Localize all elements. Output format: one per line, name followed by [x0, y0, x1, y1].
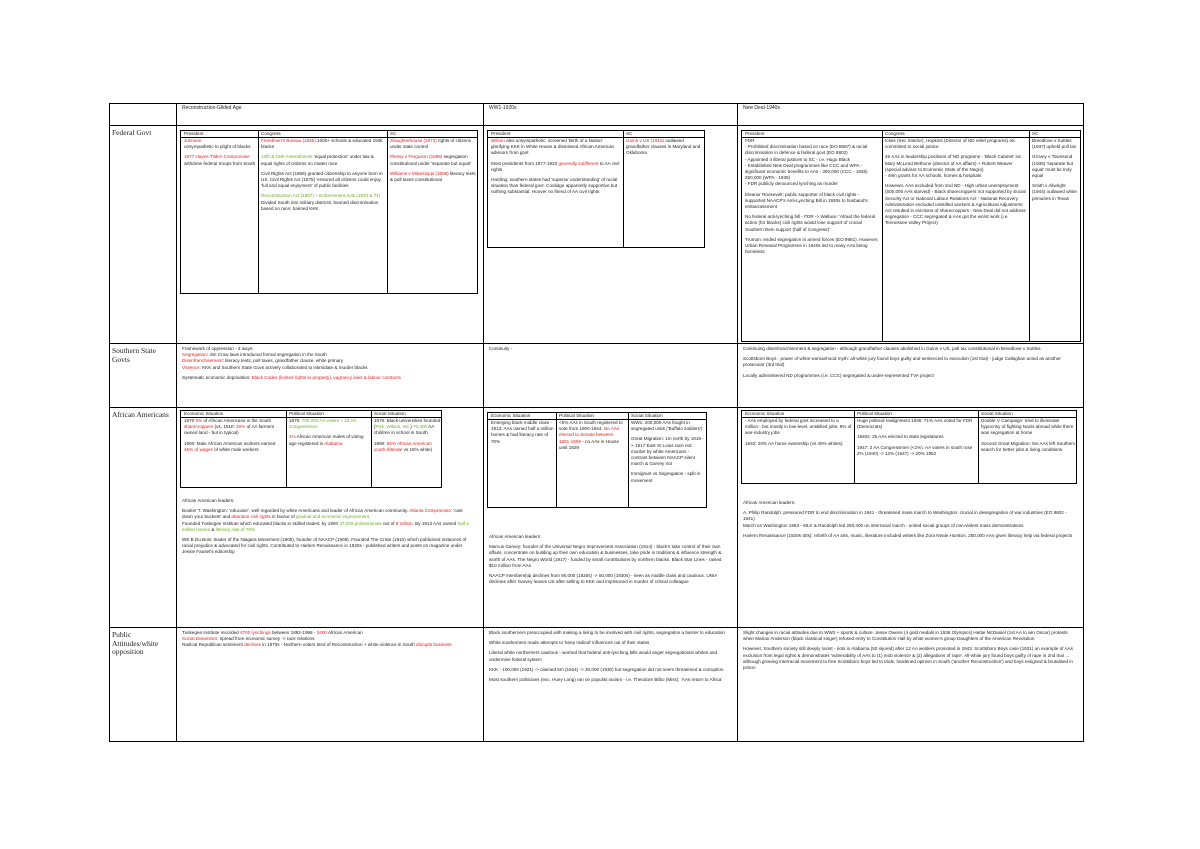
nd-federal-table: [741, 130, 1081, 342]
text: in 1870s - Northern voters tired of Reconstruction + white violence in South: [260, 642, 417, 648]
president-column: [491, 131, 621, 200]
nd-public: [743, 630, 1079, 671]
row-label-public: Public Attitudes/white opposition: [112, 631, 159, 656]
text: Radical Republican sentiment: [182, 642, 245, 648]
wilson: Wilson: [491, 138, 505, 143]
text: 1900: Male African American workers earned: [184, 440, 276, 446]
reconstruction-act: Reconstruction Act (1867) + Enforcement Acts (1870 & 71): [261, 193, 381, 199]
fdr-programmes: - Established New Deal programmes like CCC and WPA - significant economic benefits to AAs - 300,000 (CCC - 1935) 250,000 (WPA - 1939): [745, 162, 868, 181]
ww1-public: [489, 630, 729, 683]
double-v: Double V Campaign: tried to illuminate hypocrisy of fighting Nazis abroad while there was segregation at home: [981, 418, 1074, 436]
disrupts: disrupts business: [416, 642, 452, 648]
subtable-divider: [628, 413, 629, 507]
nd-african-table: [741, 410, 1077, 484]
black-southerners: Black southerners preoccupied with making a living to be involved with civil rights, segregation a barrier to education: [489, 630, 725, 635]
president-header: President: [745, 131, 765, 136]
subtable-divider: [371, 411, 372, 487]
lynchings: 4700 lynchings: [240, 630, 271, 635]
washington: Booker T. Washington: 'educator', well regarded by white Americans and leader of African American community.: [182, 508, 410, 514]
subtable-divider: [1029, 131, 1030, 341]
anti-lynching: No federal anti-lynching bill - FDR -> Wallace: 'Afraid the federal action (for blacks) civil rights would lose support of crucial Southern Dem support (half of Congress)': [745, 214, 876, 232]
congress-header: Congress: [261, 131, 281, 136]
text: 1870: Black universities founded (: [374, 418, 441, 430]
middle-class: Emerging black middle class - 1913: AAs owned half a million homes & had literacy rate of 70%: [491, 420, 554, 444]
subtable-divider: [286, 411, 287, 487]
disenfranchisement-note: : literacy tests, poll taxes, grandfather clause, white primary: [222, 358, 344, 364]
social-column: [631, 413, 706, 484]
federal-employment: - AAs employed by federal govt increased to a million - but mostly in low-level, unskilled jobs. 8% of war-industry jobs: [745, 418, 852, 436]
political-column: [857, 411, 975, 457]
header-row: [110, 104, 1083, 126]
sc-column: [626, 131, 704, 157]
southern-row: [110, 344, 1083, 408]
atlanta-compromise: Atlanta Compromise: [409, 508, 451, 514]
leaders-heading: African American leaders:: [182, 498, 235, 503]
subtable-divider: [978, 411, 979, 483]
wilson-note: also unsympathetic: screened 'Birth of a Nation' glorifying KKK in White House & dismissed African American advisors from govt: [491, 138, 615, 156]
notes-table: [109, 103, 1084, 742]
sc-header: SC: [1032, 131, 1039, 136]
violence-note: : KKK and Southern State Govs actively collaborated to intimidate & murder blacks: [199, 364, 368, 370]
social-column: [981, 411, 1076, 453]
text: out of: [381, 520, 396, 526]
framework: Framework of oppression - 3 ways:: [182, 346, 254, 351]
guinn: Guinn v US (1915): [626, 138, 665, 143]
leaders-heading: African American leaders:: [489, 534, 542, 539]
senate: No AAs elected to Senate between 1881-1969: [559, 426, 620, 444]
social-header: Social Situation: [631, 413, 663, 418]
social-header: Social Situation: [374, 411, 406, 416]
recon-southern: [182, 346, 478, 381]
indifferent: generally indifferent: [558, 160, 599, 166]
plessy: Plessy v Ferguson (1896): [390, 154, 443, 160]
williams: Williams v Mississippi (1898): [390, 170, 449, 176]
president-header: President: [491, 131, 511, 136]
continuing-disenfranchisement: Continuing disenfranchisement & segregation - although grandfather clauses abolished in Guinn v US, poll tax constitutional in Breedlove v Suttles: [743, 346, 1041, 351]
economic-header: Economic Situation: [184, 411, 224, 416]
sc-header: SC: [390, 131, 397, 136]
du-bois: WE B Du Bois: leader of the Niagara Movement (1905), founder of NAACP (1909). Founded The Crisis (1910) which publicised instances of racial prejudice & advocated for civil rights. Contributed to Harlem Renaissance in 1920s - published writers and poets on magazine under Jessie Fauset's editorship: [182, 537, 467, 555]
text: of white male workers: [214, 446, 259, 452]
congress-column: [261, 131, 385, 216]
declines: declines: [244, 642, 261, 648]
president-header: President: [184, 131, 204, 136]
subtable-divider: [387, 131, 388, 293]
great-migration: Great Migration: 1m north by 1919 -> 1917 East St Louis race riot: murder by white Americans - contrast between NAACP silent march & Garvey riot: [631, 436, 704, 467]
smith: Smith v Allwright (1944) outlawed white primaries in Texas: [1032, 183, 1077, 201]
text: in favour of: [270, 514, 297, 520]
march-on-washington: March on Washington 1963 - MLK & Randolph led 250,000 on interracial march - united social groups of non-violent mass demonstrations: [743, 522, 1024, 528]
text: : spread from economic survey -> race relations: [217, 636, 315, 642]
pct: 5%: [195, 418, 203, 423]
pct: 20%: [236, 424, 246, 430]
children: 70,000: [413, 424, 428, 430]
voters: 700,000 AA voters + 22 AA Congressmen: [289, 418, 357, 430]
economic-column: [184, 411, 284, 453]
political-header: Political Situation: [559, 413, 594, 418]
harlem-renaissance: Harlem Renaissance (1920s-30s): rebirth of AA arts, music, literature included writers like Zora Neale Hurston. 250,000 AAs given literacy help via federal projects: [743, 532, 1073, 538]
grants: - 49m grants for AA schools, homes & hospitals: [885, 173, 982, 179]
truman: Truman: ended segregation in armed forces (EO 9981). However, Urban Renewal Programme in 1940s led to many AAs being homeless: [745, 236, 879, 255]
ww1-african-table: [487, 412, 707, 508]
reconstruction-note: Divided South into military districts; banned discrimination based on race; banned KKK: [261, 199, 379, 211]
slaughterhouse: Slaughterhouse (1873): [390, 138, 437, 143]
subtable-divider: [623, 131, 624, 247]
economic-header: Economic Situation: [745, 411, 785, 416]
fdr: FDR: [745, 138, 755, 143]
ww1-units: WW1: 200,000 AAs fought in segregated units ('Buffalo soldiers'): [631, 420, 703, 432]
black-codes: Black Codes (limited rights to property), vagrancy laws & labour contracts: [251, 374, 401, 380]
house: - no AAs in House until 1929: [559, 438, 620, 450]
col-header-newdeal: New Deal-1940s: [743, 105, 780, 111]
homes: half a million homes: [182, 520, 469, 532]
row-label-federal: Federal Govt: [112, 129, 152, 137]
recon-leaders: [182, 498, 474, 556]
recon-african-table: [180, 410, 442, 488]
social-header: Social Situation: [981, 411, 1013, 416]
year: 1870:: [289, 418, 302, 423]
disenfranchisement: Disenfranchisement: [182, 358, 223, 364]
million: 8 million: [395, 520, 413, 526]
professionals: 47,000 professionals: [339, 520, 382, 526]
sharecroppers: sharecroppers: [184, 424, 214, 430]
literacy: literacy rate of 70%: [215, 526, 256, 532]
guinn-note: outlawed grandfather clauses in Maryland and Oklahoma: [626, 138, 701, 156]
freedmens-bureau: Freedmen's Bureau (1865): [261, 138, 316, 143]
tuskegee: Founded Tuskegee Institute which educated blacks in skilled trades: by 1900: [182, 520, 340, 526]
nd-leaders: [743, 500, 1079, 539]
freedmens-note: 1000+ schools & educated 150k blacks: [261, 138, 383, 150]
excluded: However, AAs excluded from 2nd ND - High urban unemployment (500,000 AAs starved) - Black sharecroppers not supported by Social Security Act or National Labour Relations Act - National Recovery Administration excluded unskilled workers & Agricultural Adjustment Act resulted in evictions of sharecroppers - New Deal did not address segregation - CCC segregated & AAs got the worst work (i.e. Tennessee Valley Project): [885, 183, 1026, 226]
text: ): [410, 424, 414, 430]
fdr-eo: - Prohibited discrimination based on race (EO 8587) & racial discrimination in defence & federal govt (EO 8802): [745, 144, 868, 156]
social-column: [374, 411, 441, 453]
populist-racism: Most southern politicians (exc. Huey Long) ran on populist racism - i.e. Theodore Bilbo (Miss): 'AAs return to Africa': [489, 677, 723, 683]
subtable-divider: [258, 131, 259, 293]
wages: 45% of wages: [184, 446, 213, 452]
randolph: A. Philip Randolph: pressured FDR to end discrimination in 1941 - threatened mass march to Washington: crucial in desegregation of war industries (EO 8802 - 1941): [743, 510, 1067, 522]
text: . By 1913 AAs owned: [412, 520, 458, 526]
subtable-divider: [556, 413, 557, 507]
col-header-ww1: WW1-1920s: [489, 105, 517, 111]
year: 1870: [184, 418, 195, 423]
marcus-garvey: Marcus Garvey: founder of the Universal Negro Improvement Association (1914) - black's take control of their own affairs, concentrate on building up their own education & businesses, take pride in traditions & influence strength & worth of AAs. The Negro World (1917) - funded by small contributions by northern blacks. Black Star Lines - raised $10 million from AAs: [489, 544, 722, 568]
realignment: Huge political realignment 1936: 71% AAs voted for FDR (Democrats): [857, 418, 973, 430]
still-racist: However, Southern society still deeply racist - riots in Alabama (50 injured) after 12 AA welders promoted in 1943. Scottsboro Boys case (1931) an example of AAs exclusion from legal rights & demonstrates 'vulnerability of AAs to (1) mob violence & (2) allegations of rape'. All-white jury found boys guilty of rape in 2nd trial ... although growing interracial movement to free Scottsboro boys led to trials, hardened opinion in South ('another Reconstruction') and boys resigned & brutalised in prison: [743, 646, 1073, 671]
slaughterhouse-note: rights of citizens under state control: [390, 138, 471, 150]
civil-rights-acts: Civil Rights Act (1866) granted citizenship to anyone born in US. Civil Rights Act (1875) 'ensured all citizens could enjoy 'full and equal enjoyment' of public facilities: [261, 170, 383, 189]
political-header: Political Situation: [289, 411, 324, 416]
amendments-note: 'equal protection' under law & equal rights of citizens no matter race: [261, 154, 374, 166]
pct: 1%: [289, 434, 296, 440]
amendments: 14th & 15th Amendments: [261, 154, 313, 160]
naacp-membership: NAACP membership declines from 90,000 (1920s) -> 50,000 (1930s) - seen as middle class and cautious. UNIA declines after Garvey leaves US after selling to KKK and imprisoned in murder of critical colleague: [489, 573, 718, 585]
economic-header: Economic Situation: [491, 413, 531, 418]
row-label-african: African Americans: [112, 411, 169, 419]
liberal-northerners: Liberal white northerners cautious - worried that federal anti-lynching bills would anger segregationist whites and undermine federal system: [489, 650, 718, 662]
segregation-note: : Jim Crow laws introduced formal segregation in the South: [206, 352, 327, 358]
text: African American males of voting age registered in: [289, 434, 364, 446]
hayes-tilden-note: withdrew federal troops from South: [184, 160, 256, 166]
slight-changes: Slight changes in racial attitudes due to WW2 + sports & culture: Jesse Owens (4 gold medals in 1936 Olympics) Hattie McDaniel (1st AA to win Oscar) protests when Marian Anderson (black classical singer) refused entry to Constitution Hall by white women's group Daughters of the American Revolution: [743, 630, 1068, 642]
breedlove: Breedlove v Suttles (1937) upheld poll tax: [1032, 138, 1077, 150]
nd-programmes-segregated: Locally administered ND programmes (i.e. CCC) segregated & under-represented TVA project: [743, 372, 934, 378]
col-header-recon: Reconstruction-Gilded Age: [182, 105, 242, 111]
abandon: abandon civil rights: [231, 514, 271, 520]
illiterate: 65% African American youth illiterate: [374, 440, 432, 452]
text: AA children in school in South: [374, 424, 435, 436]
public-row: [110, 628, 1083, 743]
scottsboro: Scottsboro Boys - power of white womanhood myth: all-white jury found boys guilty and sentenced to execution (1st trial) - judge Callaghan acted as another prosecutor (3rd trial): [743, 356, 1061, 368]
subtable-divider: [854, 411, 855, 483]
white-southerners: White southerners made attempts to 'keep radical' influences out of their states: [489, 640, 650, 646]
nd-southern: [743, 346, 1081, 379]
recon-public: [182, 630, 478, 649]
ww1-leaders: [489, 534, 729, 585]
text: African American: [326, 630, 363, 635]
split: Immigrant vs Segregation - split in movement: [631, 471, 701, 483]
indifferent-note: to AA civil rights: [491, 160, 620, 172]
sc-column: [1032, 131, 1080, 206]
political-header: Political Situation: [857, 411, 892, 416]
political-column: [289, 411, 369, 447]
text: Tuskegee Institute recorded: [182, 630, 241, 635]
registered: <5% AAs in South registered to vote from 1900-1944.: [559, 420, 623, 432]
johnson-note: unsympathetic to plight of blacks: [184, 144, 251, 150]
year: 1890:: [374, 440, 387, 446]
text: (vs. 1910:: [214, 424, 235, 430]
congress-column: [885, 131, 1027, 231]
hayes-tilden: 1877 Hayes-Tilden Compromise: [184, 154, 250, 160]
federal-row: [110, 126, 1083, 344]
johnson: Johnson: [184, 138, 202, 143]
ww1-southern: Continuity -: [489, 346, 513, 351]
fdr-lynching: - FDR publicly denounced lynching as murder: [745, 181, 838, 187]
text: of African Americans in the South: [203, 418, 272, 423]
ickes: Ickes (Sec Interior), Hopkins (Director of ND relief programs) etc committed to social justice: [885, 138, 1016, 150]
economic-column: [491, 413, 554, 445]
harding-coolidge-hoover: Harding: southern states had 'superior understanding' of racial situation than federal govt. Coolidge apparently supportive but nothing substantial. Hoover no friend of AA civil rights: [491, 177, 618, 195]
text: of AA farmers owned land - but in typical): [184, 424, 275, 436]
text: : 'cast down your buckets' and: [182, 508, 463, 520]
alabama: Alabama: [324, 440, 343, 446]
universities: Fisk, Wilson, etc.: [375, 424, 411, 430]
leaders-heading: African American leaders:: [743, 500, 796, 505]
economic-column: [745, 411, 852, 447]
row-label-southern: Southern State Govts: [112, 347, 156, 364]
sc-header: SC: [626, 131, 633, 136]
ww1-federal-table: [487, 130, 705, 248]
plessy-note: segregation constitutional under 'separate but equal': [390, 154, 471, 166]
grovey: Grovey v Townsend (1935) 'separate but equal' must be truly equal: [1032, 154, 1073, 179]
congress-header: Congress: [885, 131, 905, 136]
home-ownership: 1940: 20% AA home ownership (vs 45% whites): [745, 440, 843, 446]
president-column: [745, 131, 880, 259]
second-migration: Second Great Migration: 5m AAs left Southern search for better jobs & living conditions: [981, 440, 1076, 452]
segregation: Segregation: [182, 352, 207, 358]
violence: Violence: [182, 364, 200, 370]
congressmen: 1947: 2 AA Congressmen (<1%). AA voters in south rose 2% (1940) -> 12% (1947) -> 20% 1952: [857, 444, 973, 456]
gradual: gradual and economic improvement: [296, 514, 370, 520]
fdr-justices: - Appointed 4 liberal justices to SC - i.e. Hugo Black: [745, 156, 850, 162]
kkk: KKK - 100,000 (1921) -> claimed 5m (1924) -> 30,000 (1930) but segregation did not seem threatened & corruption: [489, 666, 724, 672]
eleanor: Eleanor Roosevelt: public supporter of black civil rights - supported NAACP's Anti-Lynching Bill in 1930s to husband's embarrassment: [745, 191, 868, 210]
williams-note: literacy tests & poll taxes constitutional: [390, 170, 476, 183]
count: 3400: [316, 630, 327, 635]
economic-deprivation: Systematic economic deprivation:: [182, 374, 252, 380]
president-column: [184, 131, 256, 167]
black-cabinet: 45 AAs in leadership positions of ND programs - 'Black Cabinet' inc Mary McLeod Bethune (director of AA affairs) + Robert Weaver (special advisor to Economic State of the Negro): [885, 154, 1022, 172]
sc-column: [390, 131, 476, 187]
recon-federal-table: [180, 130, 478, 294]
subtable-divider: [882, 131, 883, 341]
presidents-period: Most presidents from 1877-1933: [491, 160, 558, 166]
social-darwinism: Social Darwinism: [182, 636, 218, 642]
text: &: [210, 526, 216, 532]
african-row: [110, 408, 1083, 628]
text: between 1882-1968 -: [270, 630, 317, 635]
political-column: [559, 413, 626, 451]
text: vs 15% white): [402, 446, 433, 452]
state-legislatures: 1940s: 25 AAs elected to state legislatures: [857, 434, 944, 440]
